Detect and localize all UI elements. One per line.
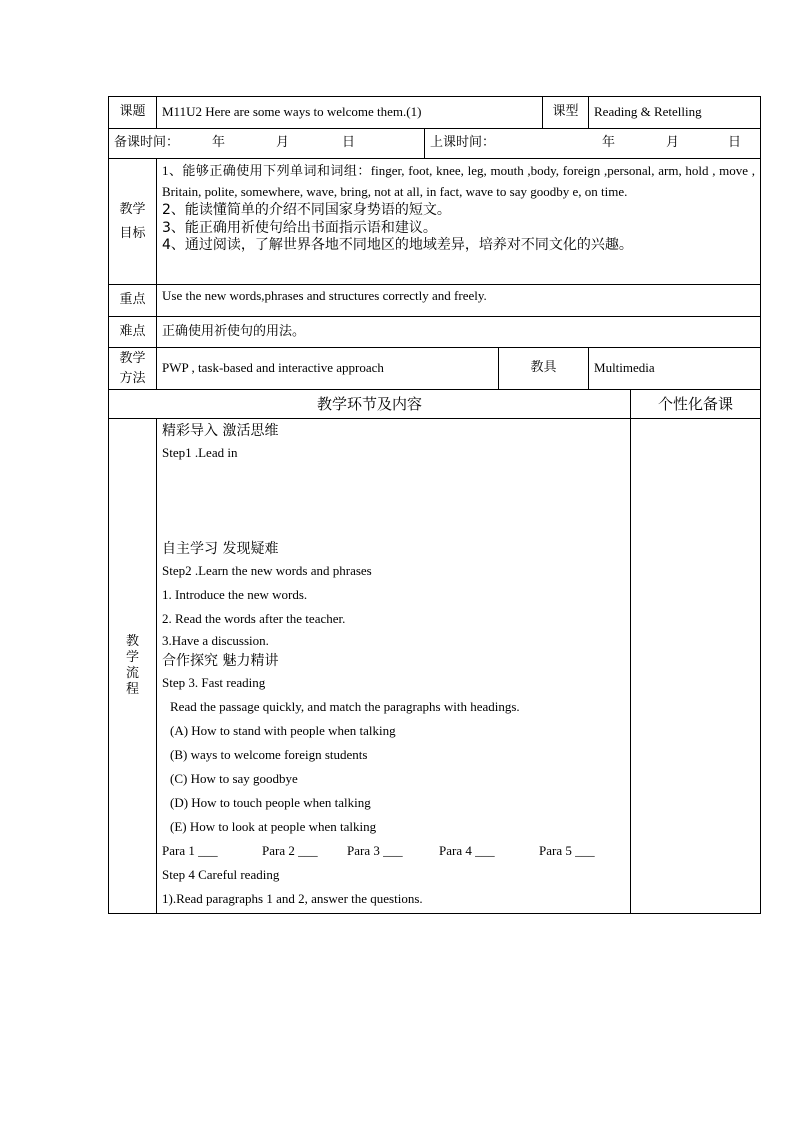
difficulties-row <box>109 317 761 348</box>
tools-label: 教具 <box>499 348 589 390</box>
lesson-type-label: 课型 <box>543 97 589 129</box>
heading-option-e: (E) How to look at people when talking <box>170 819 377 834</box>
step4-heading: Step 4 Careful reading <box>162 867 280 882</box>
prep-year: 年 <box>212 135 226 151</box>
prep-month: 月 <box>276 135 290 151</box>
self-study-heading: 自主学习 发现疑难 <box>162 541 279 557</box>
heading-option-a: (A) How to stand with people when talking <box>170 723 396 738</box>
class-year: 年 <box>602 135 616 151</box>
process-row <box>109 419 761 914</box>
process-side-label <box>109 419 157 914</box>
difficulties-value: 正确使用祈使句的用法。 <box>157 317 761 348</box>
blank-space <box>162 465 625 539</box>
personal-notes-cell <box>631 419 761 914</box>
method-label <box>109 348 157 390</box>
step3-heading: Step 3. Fast reading <box>162 675 266 690</box>
step3-instruction: Read the passage quickly, and match the paragraphs with headings. <box>170 699 520 714</box>
para-4-answer: Para 4 ___ <box>439 843 495 858</box>
para-2-answer: Para 2 ___ <box>262 843 318 858</box>
personal-header: 个性化备课 <box>631 390 761 419</box>
step2-item-1: 1. Introduce the new words. <box>162 587 308 602</box>
tools-value: Multimedia <box>589 348 761 390</box>
objective-2: 2、能读懂简单的介绍不同国家身势语的短文。 <box>162 202 451 218</box>
class-time-cell <box>425 129 761 159</box>
para-answer-row <box>162 839 625 863</box>
lesson-title: M11U2 Here are some ways to welcome them.(1) <box>157 97 543 129</box>
key-points-row <box>109 285 761 317</box>
prep-time-label: 备课时间： <box>114 135 180 151</box>
cooperation-heading: 合作探究 魅力精讲 <box>162 653 279 669</box>
key-points-label: 重点 <box>109 285 157 317</box>
process-side-char-1: 教 <box>125 633 139 649</box>
process-content <box>157 419 631 914</box>
lesson-title-row <box>109 97 761 129</box>
method-label-1: 教学 <box>119 350 146 366</box>
para-1-answer: Para 1 ___ <box>162 843 218 858</box>
objective-1: 1、能够正确使用下列单词和词组：finger, foot, knee, leg, mouth ,body, foreign ,personal, arm, hold , move , Britain, polite, somewhere, wave, bring, not at all, in fact, wave to say goodby e, on time. <box>162 163 756 199</box>
process-side-char-3: 流 <box>125 666 139 681</box>
method-label-2: 方法 <box>119 370 146 386</box>
method-row <box>109 348 761 390</box>
class-day: 日 <box>728 135 742 151</box>
heading-option-b: (B) ways to welcome foreign students <box>170 747 368 762</box>
prep-day: 日 <box>342 135 356 151</box>
para-5-answer: Para 5 ___ <box>539 843 595 858</box>
objectives-row <box>109 159 761 285</box>
section-header-row <box>109 390 761 419</box>
difficulties-label: 难点 <box>109 317 157 348</box>
lesson-plan-table <box>108 96 761 914</box>
process-side-char-4: 程 <box>125 682 139 698</box>
objectives-label <box>109 159 157 285</box>
objective-4: 4、通过阅读，了解世界各地不同地区的地域差异，培养对不同文化的兴趣。 <box>162 237 633 253</box>
dates-row <box>109 129 761 159</box>
heading-option-d: (D) How to touch people when talking <box>170 795 371 810</box>
class-time-label: 上课时间： <box>430 135 496 151</box>
objectives-label-2: 目标 <box>119 225 146 241</box>
process-side-char-2: 学 <box>125 649 139 665</box>
content-header: 教学环节及内容 <box>109 390 631 419</box>
para-3-answer: Para 3 ___ <box>347 843 403 858</box>
heading-option-c: (C) How to say goodbye <box>170 771 298 786</box>
method-value: PWP , task-based and interactive approach <box>157 348 499 390</box>
objectives-content <box>157 159 761 285</box>
step2-heading: Step2 .Learn the new words and phrases <box>162 563 372 578</box>
prep-time-cell <box>109 129 425 159</box>
step2-item-3: 3.Have a discussion. <box>162 633 269 648</box>
step4-item-1: 1).Read paragraphs 1 and 2, answer the questions. <box>162 891 423 906</box>
lesson-type-value: Reading & Retelling <box>589 97 761 129</box>
step2-item-2: 2. Read the words after the teacher. <box>162 611 346 626</box>
objective-3: 3、能正确用祈使句给出书面指示语和建议。 <box>162 219 437 236</box>
lead-in-heading: 精彩导入 激活思维 <box>162 423 279 439</box>
class-month: 月 <box>666 135 680 151</box>
key-points-value: Use the new words,phrases and structures correctly and freely. <box>157 285 761 317</box>
objectives-label-1: 教学 <box>119 201 146 217</box>
lesson-label: 课题 <box>109 97 157 129</box>
step1-heading: Step1 .Lead in <box>162 445 238 460</box>
